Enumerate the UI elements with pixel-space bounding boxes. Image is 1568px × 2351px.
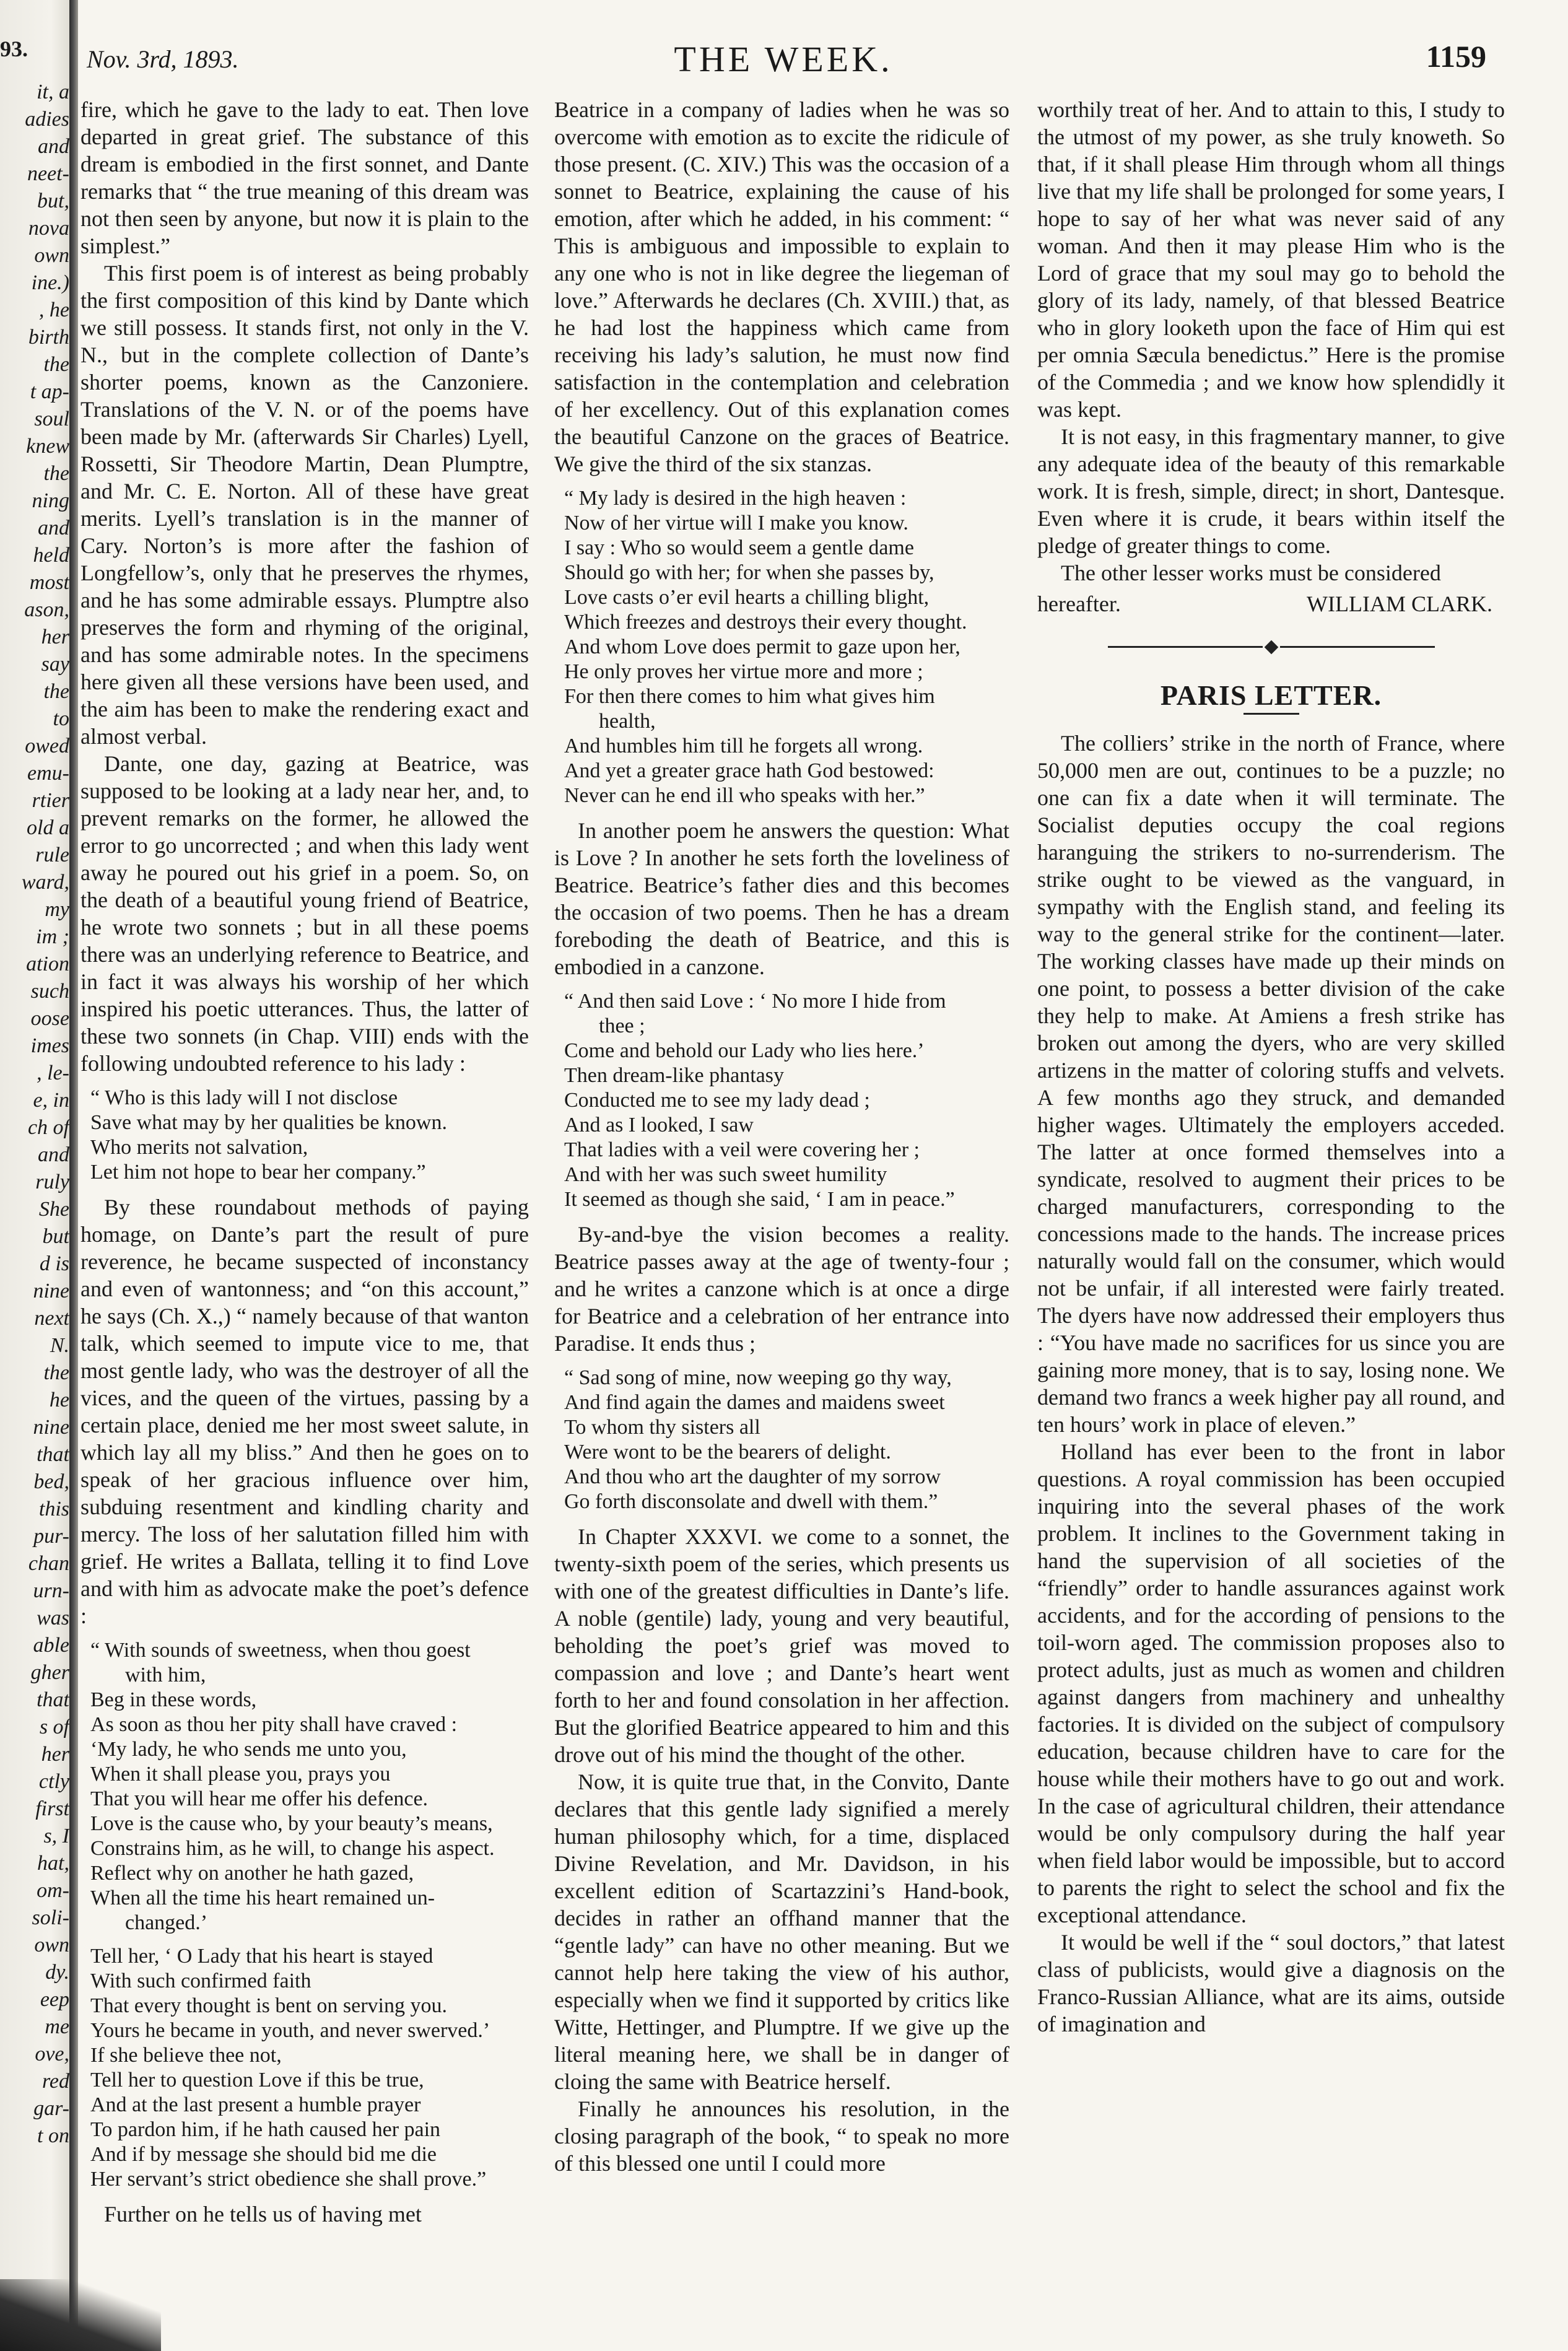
gutter-fragment: ason,	[24, 598, 69, 621]
verse-line: That you will hear me offer his defence.	[90, 1787, 429, 1810]
gutter-fragment: N.	[50, 1334, 69, 1357]
issue-date: Nov. 3rd, 1893.	[87, 45, 239, 73]
gutter-fragment: but	[42, 1225, 69, 1248]
verse-line: thee ;	[599, 1014, 645, 1037]
page-corner-shadow	[0, 2279, 161, 2351]
verse-line: “ Sad song of mine, now weeping go thy way,	[564, 1366, 952, 1389]
verse-line: Let him not hope to bear her company.”	[90, 1161, 426, 1184]
verse-line: Love is the cause who, by your beauty’s means,	[90, 1812, 493, 1835]
canzone-verse	[554, 989, 1009, 1212]
verse-line: That every thought is bent on serving you.	[90, 1994, 448, 2017]
gutter-fragment: ward,	[21, 871, 69, 894]
gutter-fragment: that	[37, 1443, 69, 1466]
verse-line: with him,	[125, 1664, 206, 1686]
verse-line: changed.’	[125, 1911, 208, 1934]
verse-line: With such confirmed faith	[90, 1969, 311, 1992]
verse-line: As soon as thou her pity shall have craved :	[90, 1713, 458, 1736]
column-1	[81, 96, 529, 2228]
gutter-fragment: om-	[37, 1879, 69, 1902]
verse-line: health,	[599, 710, 656, 733]
gutter-fragment: owed	[25, 735, 69, 757]
gutter-fragment: most	[29, 571, 69, 594]
gutter-fragment: he	[49, 1389, 69, 1411]
gutter-fragment: neet-	[27, 162, 69, 185]
gutter-fragment: She	[38, 1198, 69, 1221]
verse-line: For then there comes to him what gives him	[564, 685, 935, 708]
gutter-fragment: s, I	[43, 1825, 69, 1847]
verse-line: And at the last present a humble prayer	[90, 2093, 421, 2116]
gutter-fragment: ove,	[35, 2043, 69, 2065]
gutter-fragment: nova	[28, 217, 69, 240]
gutter-fragment: such	[30, 980, 69, 1003]
gutter-fragment: the	[43, 462, 69, 485]
gutter-fragment: ch of	[27, 1116, 69, 1139]
gutter-fragment: her	[41, 626, 69, 648]
paragraph: This first poem is of interest as being probably the first composition of this kind by Dante which we still possess. It stands first, not only in the V. N., but in the complete collection of Dante’s shorter poems, known as the Canzoniere. Translations of the V. N. or of the poems have been made by Mr. (afterwards Sir Charles) Lyell, Rossetti, Sir Theodore Martin, Dean Plumptre, and Mr. C. E. Norton. All of these have great merits. Lyell’s translation is in the manner of Cary. Norton’s is more after the fashion of Longfellow’s, only that he preserves the rhymes, and he has some admirable essays. Plumptre also preserves the form and rhyming of the original, and has some admirable notes. In the specimens here given all these versions have been used, and the aim has been to make the rendering exact and almost verbal.	[81, 261, 529, 749]
gutter-fragment: it, a	[37, 81, 69, 103]
gutter-fragment: but,	[37, 190, 69, 212]
verse-line: Now of her virtue will I make you know.	[564, 512, 908, 534]
gutter-fragment: me	[45, 2015, 69, 2038]
gutter-fragment: chan	[28, 1552, 69, 1575]
title-rule	[1244, 713, 1299, 715]
gutter-fragment: the	[43, 1361, 69, 1384]
verse-line: When it shall please you, prays you	[90, 1763, 391, 1786]
author-signature: WILLIAM CLARK.	[1307, 591, 1492, 616]
paragraph: Further on he tells us of having met	[104, 2202, 422, 2227]
article-signoff	[1037, 590, 1505, 617]
book-spine-shadow	[69, 0, 78, 2351]
paragraph: The other lesser works must be considered	[1061, 560, 1441, 585]
verse-line: It seemed as though she said, ‘ I am in peace.”	[564, 1188, 955, 1211]
paragraph: The colliers’ strike in the north of France, where 50,000 men are out, continues to be a puzzle; no one can fix a date when it will terminate. The Socialist deputies occupy the coal regions haranguing the strikers to no-surrenderism. The strike ought to be viewed as the vanguard, in sympathy with the English stand, and feeling its way to the general strike for the continent—later. The working classes have made up their minds on one point, to possess a better division of the cake they help to make. At Amiens a fresh strike has broken out among the dyers, who are very skilled artizens in the matter of coloring stuffs and velvets. A few months ago they struck, and demanded higher wages. Ultimately the employers acceded. The latter at once formed themselves into a syndicate, resolved to augment their prices to be charged manufacturers, corresponding to the concessions made to the hands. The increase prices naturally would fall on the consumer, which would not be unfair, if all interested were fairly treated. The dyers have now addressed their employers thus : “You have made no sacrifices for us since you are gaining more money, that is to say, losing none. We demand two francs a week higher pay all round, and ten hours’ work in place of eleven.”	[1037, 731, 1505, 1437]
verse-line: And as I looked, I saw	[564, 1114, 754, 1136]
journal-title: THE WEEK.	[674, 39, 893, 79]
gutter-fragment: nine	[33, 1416, 69, 1439]
paragraph: In another poem he answers the question: What is Love ? In another he sets forth the loveliness of Beatrice. Beatrice’s father dies and this becomes the occasion of two poems. Then he has a dream foreboding the death of Beatrice, and this is embodied in a canzone.	[554, 818, 1009, 979]
paragraph: Dante, one day, gazing at Beatrice, was supposed to be looking at a lady near her, and, to prevent remarks on the former, he allowed the error to go uncorrected ; and when this lady went away he poured out his grief in a poem. So, on the death of a beautiful young friend of Beatrice, he wrote two sonnets ; but in all these poems there was an underlying reference to Beatrice, and in fact it was always his worship of her which inspired his poetic utterances. Thus, the latter of these two sonnets (in Chap. VIII) ends with the following undoubted reference to his lady :	[81, 751, 529, 1076]
gutter-fragment: gar-	[33, 2097, 69, 2120]
gutter-fragment: my	[45, 898, 69, 921]
gutter-fragment: and	[38, 1143, 69, 1166]
gutter-fragment: urn-	[33, 1579, 69, 1602]
verse-line: When all the time his heart remained un-	[90, 1886, 435, 1909]
gutter-fragment: and	[38, 135, 69, 158]
gutter-fragment: say	[41, 653, 69, 676]
masthead	[81, 36, 1486, 79]
gutter-fragment: red	[41, 2070, 69, 2093]
gutter-fragment: soli-	[32, 1906, 69, 1929]
verse-line: “ With sounds of sweetness, when thou goest	[90, 1639, 471, 1662]
gutter-fragment: to	[53, 707, 69, 730]
verse-line: And with her was such sweet humility	[564, 1163, 887, 1186]
column-2	[554, 96, 1009, 2177]
paragraph: By these roundabout methods of paying homage, on Dante’s part the result of pure reverence, he became suspected of inconstancy and even of wantonness; and “on this account,” he says (Ch. X.,) “ namely because of that wanton talk, which seemed to impute vice to me, that most gentle lady, who was the destroyer of all the vices, and the queen of the virtues, passing by a certain place, denied me her most sweet salute, in which lay all my bliss.” And then he goes on to speak of her gracious influence over him, subduing resentment and kindling charity and mercy. The loss of her salutation filled him with grief. He writes a Ballata, telling it to find Love and with him as advocate make the poet’s defence :	[81, 1195, 529, 1628]
gutter-fragment: bed,	[33, 1470, 69, 1493]
gutter-fragment: gher	[30, 1661, 69, 1684]
verse-line: Who merits not salvation,	[90, 1136, 308, 1159]
verse-line: He only proves her virtue more and more ;	[564, 660, 923, 683]
gutter-fragment: that	[37, 1688, 69, 1711]
verse-line: Come and behold our Lady who lies here.’	[564, 1039, 925, 1062]
gutter-fragment: held	[33, 544, 69, 567]
gutter-fragment: dy.	[45, 1961, 69, 1984]
verse-line: To whom thy sisters all	[564, 1416, 760, 1439]
verse-line: “ My lady is desired in the high heaven :	[564, 487, 907, 510]
gutter-fragment: able	[33, 1634, 69, 1657]
gutter-fragment: , le-	[37, 1062, 69, 1084]
verse-line: And humbles him till he forgets all wrong.	[564, 735, 923, 757]
verse-line: And if by message she should bid me die	[90, 2143, 437, 2166]
gutter-fragment: ine.)	[31, 271, 69, 294]
gutter-fragment: her	[41, 1743, 69, 1766]
gutter-fragment: nine	[33, 1280, 69, 1302]
verse-line: That ladies with a veil were covering her ;	[564, 1138, 920, 1161]
previous-page-gutter	[0, 0, 73, 2351]
paragraph: fire, which he gave to the lady to eat. Then love departed in great grief. The substance of this dream is embodied in the first sonnet, and Dante remarks that “ the true meaning of this dream was not then seen by anyone, but now it is plain to the simplest.”	[81, 97, 529, 258]
gutter-fragment: knew	[26, 435, 69, 458]
verse-line: Save what may by her qualities be known.	[90, 1111, 447, 1134]
gutter-fragment: own	[34, 1934, 69, 1956]
verse-line: Love casts o’er evil hearts a chilling blight,	[564, 586, 930, 609]
verse-line: Which freezes and destroys their every thought.	[564, 611, 967, 634]
paragraph: worthily treat of her. And to attain to this, I study to the utmost of my power, as she truly knoweth. So that, if it shall please Him through whom all things live that my life shall be prolonged for some years, I hope to say of her what was never said of any woman. And then it may please Him who is the Lord of grace that my soul may go to behold the glory of its lady, namely, of that blessed Beatrice who in glory looketh upon the face of Him qui est per omnia Sæcula benedictus.” Here is the promise of the Commedia ; and we know how splendidly it was kept.	[1037, 97, 1505, 422]
verse-line: Then dream-like phantasy	[564, 1064, 784, 1087]
gutter-fragment: e, in	[33, 1089, 69, 1112]
verse-line: And find again the dames and maidens sweet	[564, 1391, 945, 1414]
gutter-fragment: ation	[26, 953, 69, 975]
paragraph: Beatrice in a company of ladies when he was so overcome with emotion as to excite the ridicule of those present. (C. XIV.) This was the occasion of a sonnet to Beatrice, explaining the cause of his emotion, after which he added, in his comment: “ This is ambiguous and impossible to explain to any one who is not in like degree the liegeman of love.” Afterwards he declares (Ch. XVIII.) that, as he had lost the happiness which came from receiving his lady’s salution, he must now find satisfaction in the contemplation and celebration of her excellency. Out of this explanation comes the beautiful Canzone on the graces of Beatrice. We give the third of the six stanzas.	[554, 97, 1009, 476]
gutter-fragment: t on	[37, 2124, 69, 2147]
gutter-fragment: pur-	[33, 1525, 69, 1548]
column-3	[1037, 96, 1505, 2038]
ballata-verse	[81, 1944, 529, 2192]
ballata-verse	[81, 1638, 529, 1935]
verse-line: Constrains him, as he will, to change his aspect.	[90, 1837, 495, 1860]
paragraph: Holland has ever been to the front in labor questions. A royal commission has been occupied inquiring into the several phases of the work problem. It inclines to the Government taking in hand the supervision of all societies of the “friendly” order to handle assurances against work accidents, and for the according of pensions to the toil-worn aged. The commission proposes also to protect adults, just as much as women and children against dangers from machinery and unhealthy factories. It is divided on the subject of compulsory education, because children have to care for the house while their mothers have to go out and work. In the case of agricultural children, their attendance would be only compulsory during the half year when field labor would be impossible, but to accord to parents the right to select the school and fix the exceptional attendance.	[1037, 1439, 1505, 1927]
paragraph: It would be well if the “ soul doctors,” that latest class of publicists, would give a diagnosis on the Franco-Russian Alliance, what are its aims, outside of imagination and	[1037, 1930, 1505, 2036]
verse-line: Beg in these words,	[90, 1688, 257, 1711]
section-title: PARIS LETTER.	[1160, 679, 1382, 711]
gutter-fragment: own	[34, 244, 69, 267]
gutter-fragment: and	[38, 517, 69, 539]
gutter-fragment: ruly	[35, 1171, 69, 1193]
verse-line: And thou who art the daughter of my sorrow	[564, 1465, 941, 1488]
verse-line: If she believe thee not,	[90, 2044, 282, 2067]
gutter-fragment: emu-	[27, 762, 69, 785]
gutter-fragment: t ap-	[30, 380, 69, 403]
verse-line: Were wont to be the bearers of delight.	[564, 1441, 891, 1463]
verse-line: Tell her, ‘ O Lady that his heart is stayed	[90, 1945, 433, 1968]
gutter-fragment: old a	[27, 816, 69, 839]
gutter-fragment: s of	[39, 1716, 69, 1738]
verse-line: ‘My lady, he who sends me unto you,	[90, 1738, 407, 1761]
verse-line: I say : Who so would seem a gentle dame	[564, 536, 914, 559]
gutter-fragment: this	[38, 1498, 69, 1520]
verse-line: “ And then said Love : ‘ No more I hide from	[564, 990, 946, 1013]
gutter-fragment: the	[43, 353, 69, 376]
dirge-verse	[554, 1366, 1009, 1514]
verse-line: “ Who is this lady will I not disclose	[90, 1086, 398, 1109]
verse-line: Go forth disconsolate and dwell with them.”	[564, 1490, 938, 1513]
verse-line: Tell her to question Love if this be true,	[90, 2069, 424, 2091]
paragraph: By-and-bye the vision becomes a reality. Beatrice passes away at the age of twenty-four ; and he writes a canzone which is at once a dirge for Beatrice and a celebration of her entrance into Paradise. It ends thus ;	[554, 1222, 1009, 1356]
gutter-fragment: rule	[35, 844, 69, 866]
gutter-fragment: eep	[40, 1988, 69, 2011]
gutter-fragment: adies	[25, 108, 69, 131]
gutter-fragment: was	[37, 1607, 69, 1629]
gutter-fragment: next	[34, 1307, 69, 1330]
verse-line: And yet a greater grace hath God bestowed:	[564, 759, 934, 782]
gutter-fragment: ctly	[38, 1770, 69, 1793]
gutter-fragment: rtier	[32, 789, 69, 812]
verse-line: Should go with her; for when she passes by,	[564, 561, 934, 584]
verse-quote	[81, 1086, 529, 1185]
paragraph: Now, it is quite true that, in the Convito, Dante declares that this gentle lady signified a merely human philosophy which, for a time, displaced Divine Revelation, and Mr. Davidson, in his excellent edition of Scartazzini’s Hand-book, decides in rather an offhand manner that the “gentle lady” can have no other meaning. But we cannot help here taking the view of his author, especially when we find it supported by critics like Witte, Hettinger, and Plumptre. If we give up the literal meaning here, we shall be in danger of cloing the same with Beatrice herself.	[554, 1769, 1009, 2094]
verse-line: Her servant’s strict obedience she shall prove.”	[90, 2168, 487, 2191]
gutter-fragment: ning	[32, 489, 69, 512]
gutter-fragment: im ;	[36, 925, 69, 948]
gutter-fragment: first	[35, 1797, 69, 1820]
canzone-stanza	[554, 486, 1009, 808]
gutter-fragment: birth	[28, 326, 69, 349]
verse-line: And whom Love does permit to gaze upon her,	[564, 635, 960, 658]
paragraph: It is not easy, in this fragmentary manner, to give any adequate idea of the beauty of this remarkable work. It is fresh, simple, direct; in short, Dantesque. Even where it is crude, it bears within itself the pledge of greater things to come.	[1037, 424, 1505, 558]
paragraph: In Chapter XXXVI. we come to a sonnet, the twenty-sixth poem of the series, which presents us with one of the greatest difficulties in Dante’s life. A noble (gentile) lady, young and very beautiful, beholding the poet’s grief was moved to compassion and love ; and Dante’s heart went forth to her and found consolation in her affection. But the glorified Beatrice appeared to him and this drove out of his mind the thought of the other.	[554, 1524, 1009, 1767]
gutter-fragment: the	[43, 680, 69, 703]
gutter-fragment: , he	[38, 299, 69, 321]
paragraph: Finally he announces his resolution, in the closing paragraph of the book, “ to speak no more of this blessed one until I could more	[554, 2096, 1009, 2176]
page-number: 1159	[1426, 39, 1486, 74]
gutter-fragment: oose	[30, 1007, 69, 1030]
gutter-fragment: hat,	[37, 1852, 69, 1875]
gutter-fragment: soul	[34, 408, 69, 430]
signoff-word: hereafter.	[1037, 591, 1121, 616]
verse-line: Reflect why on another he hath gazed,	[90, 1862, 414, 1885]
verse-line: Never can he end ill who speaks with her.”	[564, 784, 925, 807]
gutter-top-fragment: 93.	[0, 37, 28, 61]
verse-line: To pardon him, if he hath caused her pain	[90, 2118, 441, 2141]
section-divider	[1037, 631, 1505, 658]
verse-line: Yours he became in youth, and never swerved.’	[90, 2019, 490, 2042]
gutter-fragment: imes	[30, 1034, 69, 1057]
verse-line: Conducted me to see my lady dead ;	[564, 1089, 870, 1112]
gutter-fragment: d is	[39, 1252, 69, 1275]
